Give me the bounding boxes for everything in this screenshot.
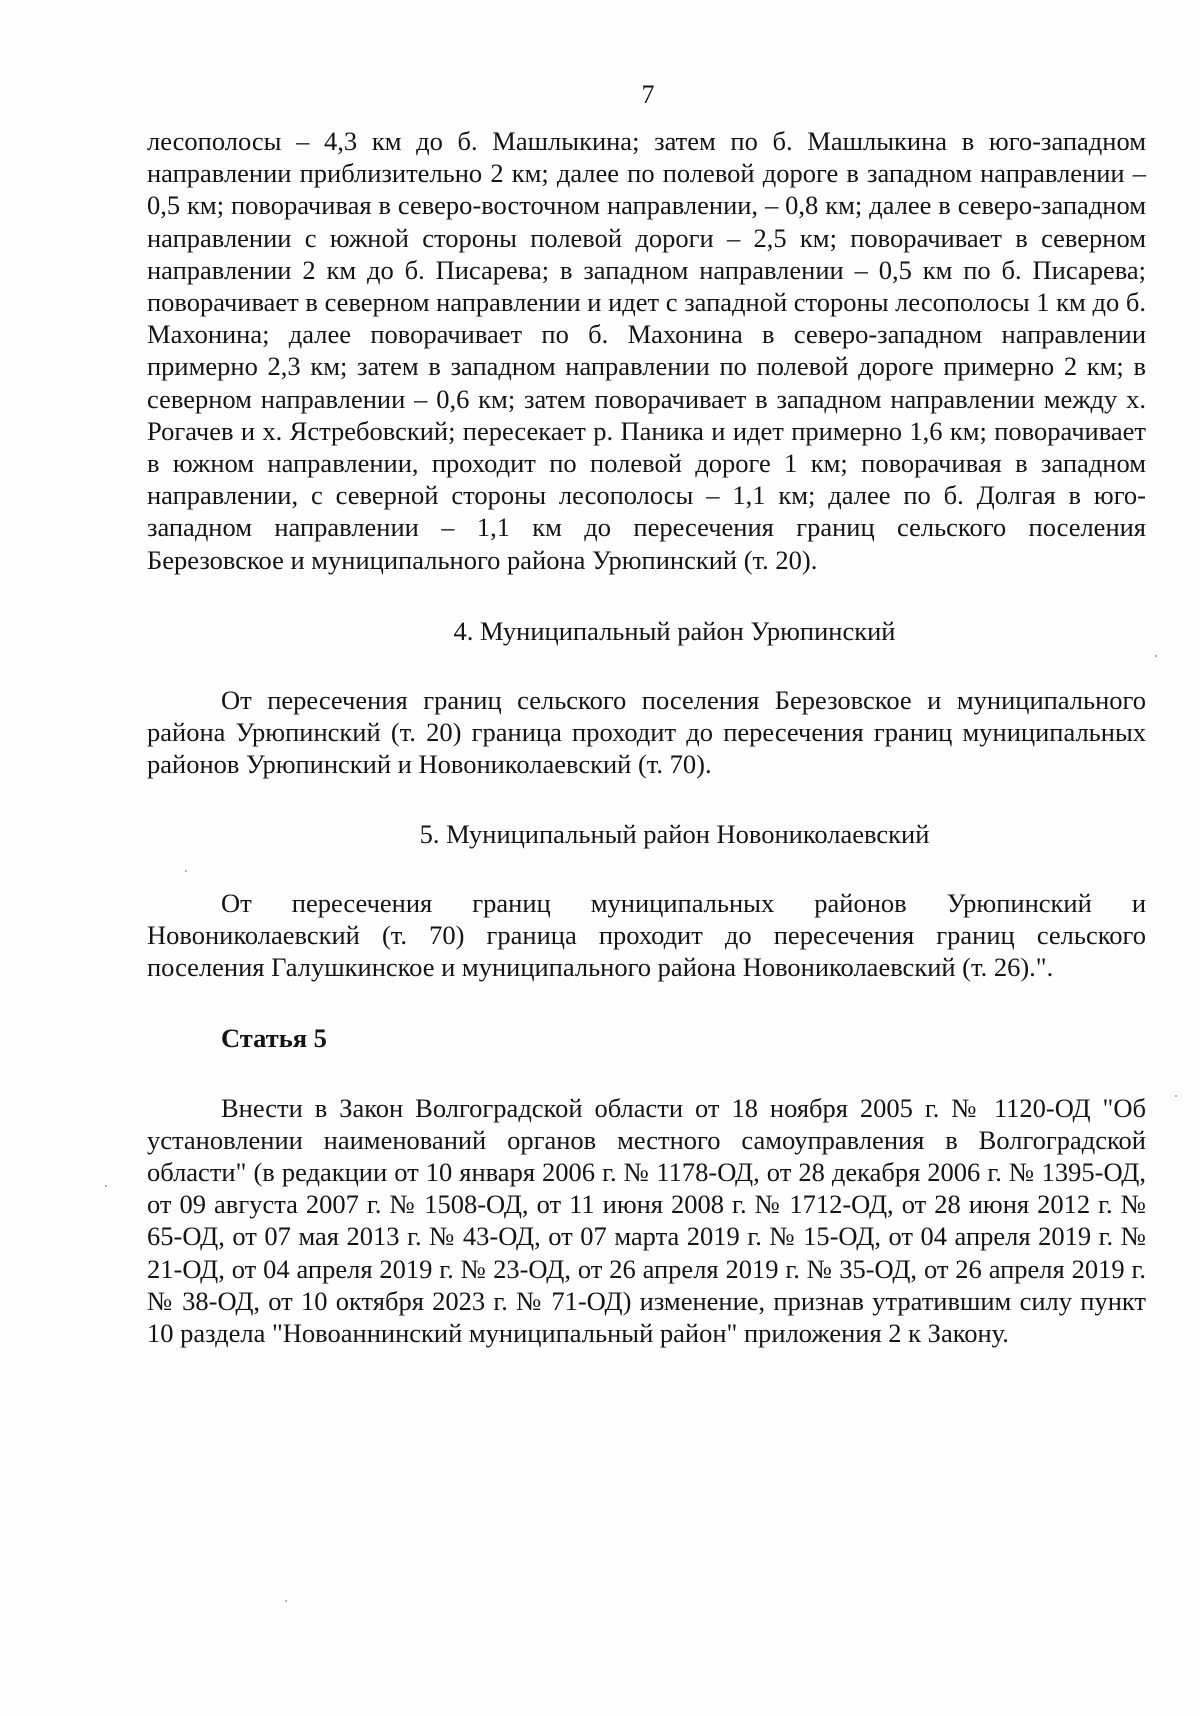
scan-speck [285, 1600, 287, 1602]
text-column [147, 125, 1146, 1349]
spacer [147, 576, 1146, 615]
page-number: 7 [641, 80, 655, 109]
boundary-description-paragraph: лесополосы – 4,3 км до б. Машлыкина; затем по б. Машлыкина в юго-западном направлении приблизительно 2 км; далее по полевой дороге в западном направлении – 0,5 км; поворачивая в северо-восточном направлении, – 0,8 км; далее в северо-западном направлении с южной стороны полевой дороги – 2,5 км; поворачивает в северном направлении 2 км до б. Писарева; в западном направлении – 0,5 км по б. Писарева; поворачивает в северном направлении и идет с западной стороны лесополосы 1 км до б. Махонина; далее поворачивает по б. Махонина в северо-западном направлении примерно 2,3 км; затем в западном направлении по полевой дороге примерно 2 км; в северном направлении – 0,6 км; затем поворачивает в западном направлении между х. Рогачев и х. Ястребовский; пересекает р. Паника и идет примерно 1,6 км; поворачивает в южном направлении, проходит по полевой дороге 1 км; поворачивая в западном направлении, с северной стороны лесополосы – 1,1 км; далее по б. Долгая в юго-западном направлении – 1,1 км до пересечения границ сельского поселения Березовское и муниципального района Урюпинский (т. 20). [147, 126, 1146, 575]
article-paragraph: Внести в Закон Волгоградской области от 18 ноября 2005 г. № 1120-ОД "Об установлении наименований органов местного самоуправления в Волгоградской области" (в редакции от 10 января 2006 г. № 1178-ОД, от 28 декабря 2006 г. № 1395-ОД, от 09 августа 2007 г. № 1508-ОД, от 11 июня 2008 г. № 1712-ОД, от 28 июня 2012 г. № 65-ОД, от 07 мая 2013 г. № 43-ОД, от 07 марта 2019 г. № 15-ОД, от 04 апреля 2019 г. № 21-ОД, от 04 апреля 2019 г. № 23-ОД, от 26 апреля 2019 г. № 35-ОД, от 26 апреля 2019 г. № 38-ОД, от 10 октября 2023 г. № 71-ОД) изменение, признав утратившим силу пункт 10 раздела "Новоаннинский муниципальный район" приложения 2 к Закону. [147, 1092, 1146, 1349]
spacer [147, 850, 1146, 887]
section-heading-uryupinsky: 4. Муниципальный район Урюпинский [453, 615, 896, 646]
article-title: Статья 5 [221, 1023, 327, 1054]
scan-speck [105, 1185, 107, 1187]
scan-speck [1175, 1095, 1177, 1097]
section-heading-novonikolaevsky: 5. Муниципальный район Новониколаевский [419, 818, 930, 849]
spacer [147, 1055, 1146, 1092]
scan-speck [1155, 655, 1157, 657]
spacer [147, 983, 1146, 1022]
spacer [147, 647, 1146, 684]
novonikolaevsky-paragraph: От пересечения границ муниципальных районов Урюпинский и Новониколаевский (т. 70) граница проходит до пересечения границ сельского поселения Галушкинское и муниципального района Новониколаевский (т. 26).". [147, 887, 1146, 983]
spacer [147, 781, 1146, 818]
uryupinsky-paragraph: От пересечения границ сельского поселения Березовское и муниципального района Урюпинский (т. 20) граница проходит до пересечения границ муниципальных районов Урюпинский и Новониколаевский (т. 70). [147, 685, 1146, 780]
scan-speck [185, 870, 187, 872]
